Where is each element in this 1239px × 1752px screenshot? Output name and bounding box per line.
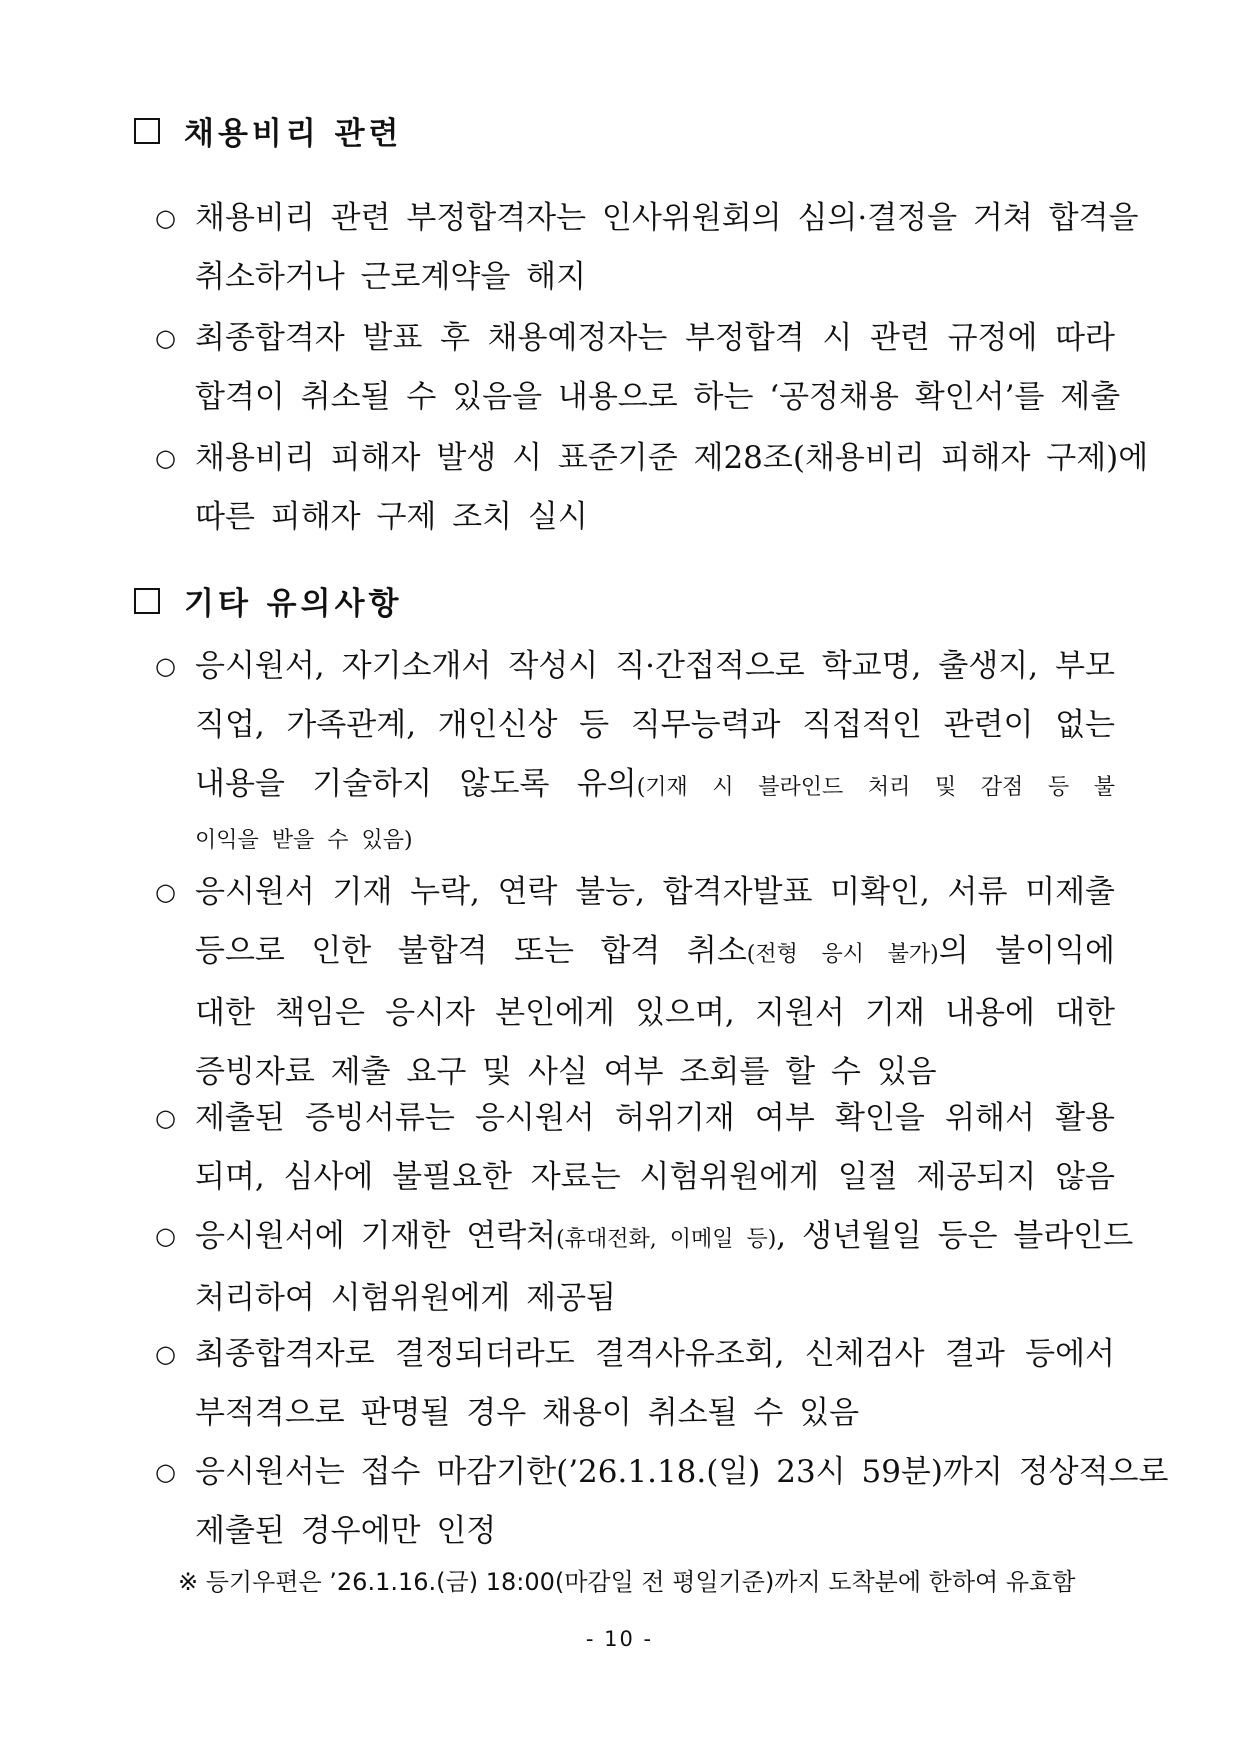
bullet-circle-icon: ○: [155, 1104, 176, 1132]
item-text-main: 의 불이익에: [938, 933, 1116, 969]
section-heading-other-notes: [134, 578, 402, 623]
item-text-line: [195, 922, 1115, 984]
item-text-line: 부적격으로 판명될 경우 채용이 취소될 수 있음: [195, 1395, 860, 1431]
item-text-line: 이익을 받을 수 있음): [195, 828, 413, 853]
item-text-line: 응시원서 기재 누락, 연락 불능, 합격자발표 미확인, 서류 미제출: [195, 874, 1115, 910]
checkbox-square-icon: [134, 118, 160, 144]
bullet-circle-icon: ○: [155, 1458, 176, 1486]
item-text-line: 응시원서, 자기소개서 작성시 직·간접적으로 학교명, 출생지, 부모: [195, 648, 1115, 684]
section-heading-hiring-corruption: [134, 108, 402, 153]
section-title: 기타 유의사항: [184, 586, 403, 622]
list-item: [155, 189, 1139, 307]
registered-mail-note: ※ 등기우편은 ’26.1.16.(금) 18:00(마감일 전 평일기준)까지 도착분에 한하여 유효함: [178, 1568, 1076, 1596]
list-item: [155, 1325, 1115, 1443]
item-text-line: 취소하거나 근로계약을 해지: [195, 259, 587, 295]
list-item: [155, 1443, 1169, 1561]
item-text-main: 등으로 인한 불합격 또는 합격 취소: [195, 933, 747, 969]
item-text-line: [195, 755, 1115, 817]
list-item: [155, 309, 1121, 427]
item-text-line: 따른 피해자 구제 조치 실시: [195, 499, 588, 535]
item-text-main: , 생년월일 등은 블라인드: [776, 1218, 1134, 1254]
item-text-main: 내용을 기술하지 않도록 유의: [195, 766, 637, 802]
page-number: - 10 -: [585, 1627, 654, 1651]
bullet-circle-icon: ○: [155, 878, 176, 906]
item-text-main: 응시원서에 기재한 연락처: [195, 1218, 557, 1254]
item-text-line: 채용비리 피해자 발생 시 표준기준 제28조(채용비리 피해자 구제)에: [195, 440, 1149, 476]
item-text-small: (기재 시 블라인드 처리 및 감점 등 불: [636, 775, 1115, 800]
item-text-line: 채용비리 관련 부정합격자는 인사위원회의 심의·결정을 거쳐 합격을: [195, 200, 1139, 236]
item-text-line: 처리하여 시험위원에게 제공됨: [195, 1280, 617, 1316]
bullet-circle-icon: ○: [155, 1222, 176, 1250]
list-item: [155, 1089, 1115, 1207]
item-text-line: 직업, 가족관계, 개인신상 등 직무능력과 직접적인 관련이 없는: [195, 707, 1115, 743]
item-text-line: 증빙자료 제출 요구 및 사실 여부 조회를 할 수 있음: [195, 1054, 937, 1090]
item-text-line: 제출된 증빙서류는 응시원서 허위기재 여부 확인을 위해서 활용: [195, 1100, 1115, 1136]
bullet-circle-icon: ○: [155, 1340, 176, 1368]
checkbox-square-icon: [134, 588, 160, 614]
bullet-circle-icon: ○: [155, 204, 176, 232]
item-text-small: (전형 응시 불가): [746, 942, 939, 967]
list-item: [155, 863, 1115, 1102]
item-text-line: [195, 1207, 1134, 1269]
item-text-line: 대한 책임은 응시자 본인에게 있으며, 지원서 기재 내용에 대한: [195, 995, 1115, 1031]
bullet-circle-icon: ○: [155, 324, 176, 352]
bullet-circle-icon: ○: [155, 444, 176, 472]
item-text-small: (휴대전화, 이메일 등): [556, 1227, 777, 1252]
list-item: [155, 637, 1115, 865]
item-text-line: 응시원서는 접수 마감기한(’26.1.18.(일) 23시 59분)까지 정상적으로: [195, 1454, 1169, 1490]
list-item: [155, 429, 1149, 547]
item-text-line: 최종합격자로 결정되더라도 결격사유조회, 신체검사 결과 등에서: [195, 1336, 1115, 1372]
list-item: [155, 1207, 1134, 1328]
section-title: 채용비리 관련: [184, 116, 403, 152]
item-text-line: 합격이 취소될 수 있음을 내용으로 하는 ‘공정채용 확인서’를 제출: [195, 379, 1121, 415]
item-text-line: 최종합격자 발표 후 채용예정자는 부정합격 시 관련 규정에 따라: [195, 320, 1115, 356]
item-text-line: 제출된 경우에만 인정: [195, 1513, 497, 1549]
bullet-circle-icon: ○: [155, 652, 176, 680]
item-text-line: 되며, 심사에 불필요한 자료는 시험위원에게 일절 제공되지 않음: [195, 1159, 1115, 1195]
